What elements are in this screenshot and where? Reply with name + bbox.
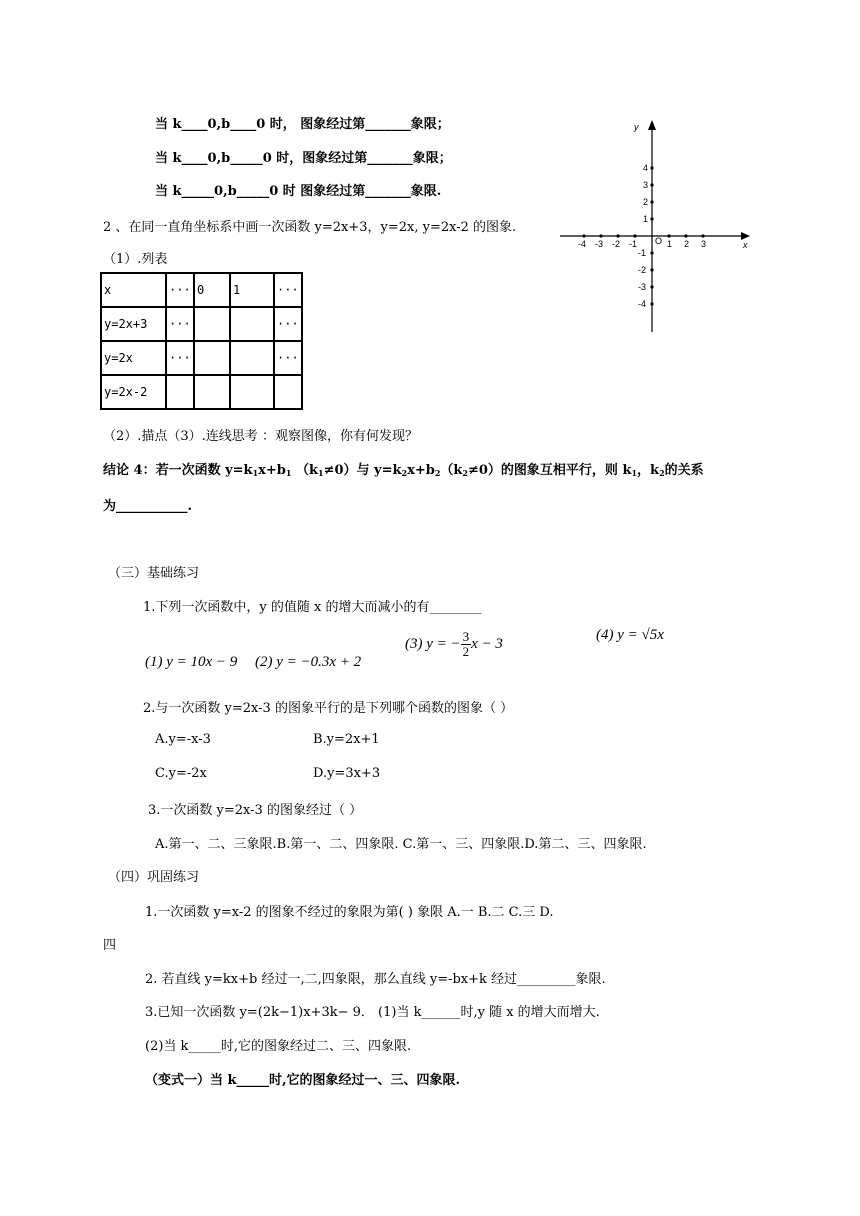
s4-question-1: 1.一次函数 y=x-2 的图象不经过的象限为第( ) 象限 A.一 B.二 C.三 D. (145, 905, 554, 920)
x-tick-mark (684, 234, 687, 237)
table-row (101, 307, 302, 341)
x-tick-mark (701, 234, 704, 237)
coordinate-axes (560, 110, 760, 340)
x-tick-mark (599, 234, 602, 237)
steps-text: （2）.描点（3）.连线思考 ：观察图像，你有何发现？ (103, 429, 418, 444)
s3-question-1: 1.下列一次函数中，y 的值随 x 的增大而减小的有________ (143, 600, 482, 615)
s3-q3-options: A.第一、二、三象限.B.第一、二、四象限. C.第一、三、四象限.D.第二、三、四象限. (155, 837, 647, 852)
y-tick-label: 2 (643, 197, 649, 207)
question-2-text: 2 、在同一直角坐标系中画一次函数 y=2x+3，y=2x, y=2x-2 的图象. (103, 220, 517, 235)
table-cell: ··· (274, 273, 302, 307)
table-cell (194, 307, 230, 341)
table-cell (230, 307, 274, 341)
x-tick-label: -3 (595, 239, 604, 249)
y-tick-label: 3 (643, 180, 649, 190)
y-axis-label: y (634, 122, 639, 132)
x-tick-label: 2 (684, 239, 690, 249)
x-tick-label: -4 (578, 239, 587, 249)
table-cell (230, 375, 274, 409)
table-cell: ··· (166, 307, 194, 341)
y-tick-mark (650, 217, 653, 220)
table-cell (194, 341, 230, 375)
x-axis-label: x (743, 240, 748, 250)
table-cell (166, 375, 194, 409)
y-tick-label: -1 (638, 248, 647, 258)
value-table (100, 272, 303, 410)
x-tick-label: -2 (612, 239, 621, 249)
y-tick-label: -2 (638, 265, 647, 275)
x-tick-label: 1 (667, 239, 673, 249)
y-tick-mark (650, 268, 653, 271)
y-tick-mark (650, 200, 653, 203)
table-row (101, 341, 302, 375)
x-tick-mark (667, 234, 670, 237)
s3-q2-option-d: D.y=3x+3 (313, 766, 381, 781)
y-tick-mark (650, 251, 653, 254)
table-cell (274, 375, 302, 409)
y-tick-mark (650, 166, 653, 169)
condition-line-1: 当 k____0,b____0 时， 图象经过第_______象限； (155, 117, 450, 132)
x-tick-mark (616, 234, 619, 237)
table-cell: ··· (166, 273, 194, 307)
x-tick-label: -1 (629, 239, 638, 249)
s3-question-2: 2.与一次函数 y=2x-3 的图象平行的是下列哪个函数的图象（ ） (143, 701, 514, 716)
table-cell (230, 341, 274, 375)
s4-question-3: 3.已知一次函数 y=(2k−1)x+3k− 9． (1)当 k______时,y 随 x 的增大而增大. (145, 1005, 600, 1020)
table-cell: y=2x-2 (101, 375, 166, 409)
s3-option-2: (2) y = −0.3x + 2 (255, 654, 362, 670)
y-tick-label: -3 (638, 282, 647, 292)
conclusion-4: 结论 4：若一次函数 $y=k_1x+b_1$ $(k_1\ne 0)$与 $y=k_2x+b_2(k_2\ne 0)$的图象互相平行，则 $k_1$，$k_2$的关系 (103, 463, 704, 478)
s4-question-2: 2. 若直线 y=kx+b 经过一,二,四象限，那么直线 y=-bx+k 经过_________象限. (145, 972, 606, 987)
x-tick-mark (582, 234, 585, 237)
table-cell: ··· (166, 341, 194, 375)
table-label: （1）.列表 (103, 252, 168, 267)
section-4-title: （四）巩固练习 (108, 870, 200, 885)
section-3-title: （三）基础练习 (108, 566, 200, 581)
table-cell: y=2x+3 (101, 307, 166, 341)
s3-option-4: (4) y = √5x (596, 627, 664, 643)
s3-option-3: (3) y = − $\frac{3}{2}$ x − 3 (405, 629, 503, 659)
s4-question-1-cont: 四 (103, 938, 117, 953)
s4-variant-1: （变式一）当 k_____时,它的图象经过一、三、四象限. (145, 1073, 461, 1088)
s4-question-3-part-2: (2)当 k_____时,它的图象经过二、三、四象限. (145, 1039, 412, 1054)
table-cell: ··· (274, 341, 302, 375)
s3-question-3: 3.一次函数 y=2x-3 的图象经过（ ） (148, 803, 363, 818)
s3-option-1: (1) y = 10x − 9 (145, 654, 238, 670)
condition-line-3: 当 k_____0,b_____0 时 图象经过第_______象限. (155, 184, 442, 199)
table-cell: 1 (230, 273, 274, 307)
table-cell: 0 (194, 273, 230, 307)
table-cell (194, 375, 230, 409)
table-row (101, 273, 302, 307)
s3-q2-option-a: A.y=-x-3 (155, 732, 211, 747)
table-cell: ··· (274, 307, 302, 341)
x-tick-label: 3 (701, 239, 707, 249)
table-cell: x (101, 273, 166, 307)
table-row (101, 375, 302, 409)
condition-line-2: 当 k____0,b_____0 时，图象经过第_______象限； (155, 151, 452, 166)
y-tick-label: 4 (643, 163, 649, 173)
y-tick-label: -4 (638, 299, 647, 309)
table-cell: y=2x (101, 341, 166, 375)
y-tick-mark (650, 183, 653, 186)
s3-q2-option-c: C.y=-2x (155, 766, 207, 781)
y-tick-mark (650, 285, 653, 288)
origin-label: O (655, 236, 663, 246)
conclusion-4-cont: 为___________. (103, 499, 193, 514)
y-tick-label: 1 (643, 214, 649, 224)
x-tick-mark (633, 234, 636, 237)
s3-q2-option-b: B.y=2x+1 (313, 732, 380, 747)
y-tick-mark (650, 302, 653, 305)
